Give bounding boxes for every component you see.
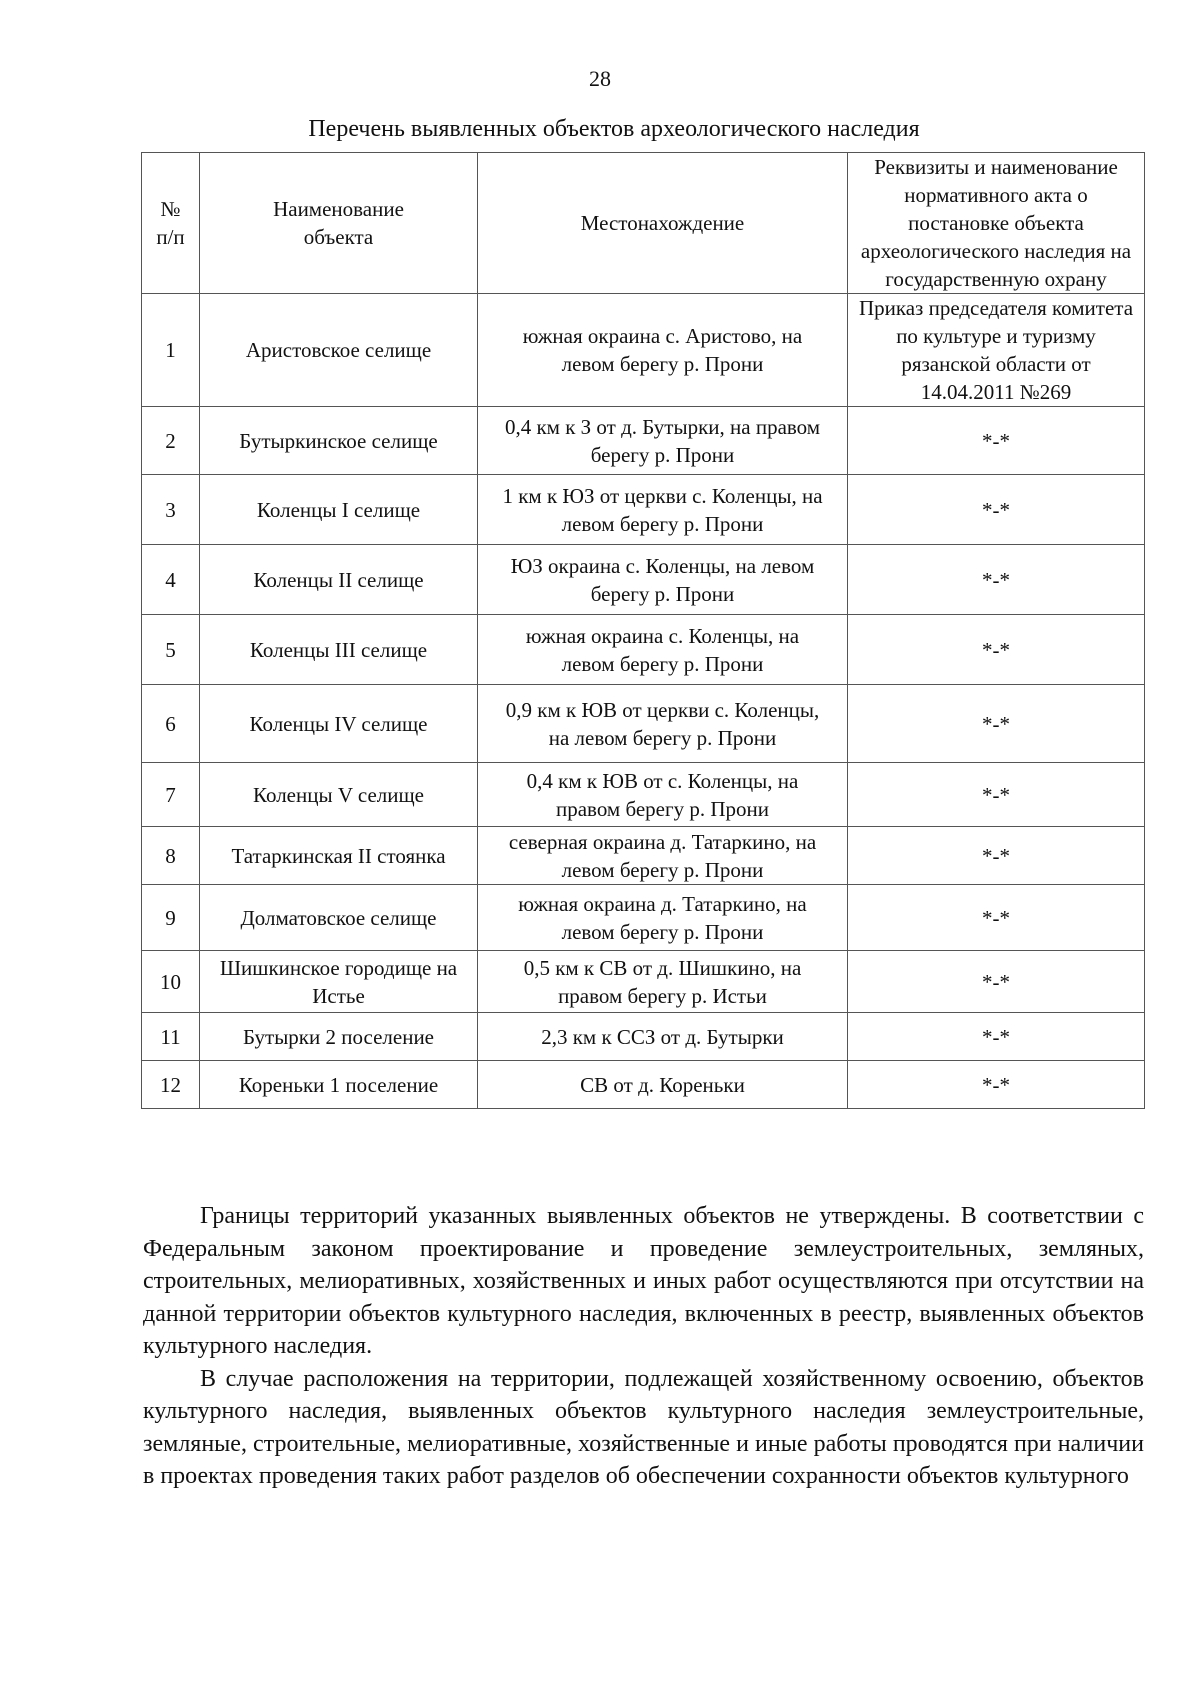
- cell-location: ЮЗ окраина с. Коленцы, на левом берегу р. Прони: [478, 545, 848, 615]
- table-row: [142, 685, 1145, 763]
- cell-name: Коленцы III селище: [200, 615, 478, 685]
- cell-num: 1: [142, 294, 200, 407]
- cell-act: *-*: [848, 615, 1145, 685]
- table-row: [142, 545, 1145, 615]
- cell-location: южная окраина с. Аристово, на левом берегу р. Прони: [478, 294, 848, 407]
- table-row: [142, 763, 1145, 827]
- cell-name: Коленцы I селище: [200, 475, 478, 545]
- cell-name: Коленцы V селище: [200, 763, 478, 827]
- cell-name: Бутырки 2 поселение: [200, 1013, 478, 1061]
- table-row: [142, 951, 1145, 1013]
- cell-location: северная окраина д. Татаркино, на левом берегу р. Прони: [478, 827, 848, 885]
- cell-num: 7: [142, 763, 200, 827]
- cell-location: 0,9 км к ЮВ от церкви с. Коленцы, на левом берегу р. Прони: [478, 685, 848, 763]
- table-row: [142, 475, 1145, 545]
- cell-num: 8: [142, 827, 200, 885]
- table-row: [142, 615, 1145, 685]
- cell-name: Татаркинская II стоянка: [200, 827, 478, 885]
- paragraph: В случае расположения на территории, подлежащей хозяйственному освоению, объектов культурного наследия, выявленных объектов культурного наследия землеустроительные, земляные, строительные, мелиоративные, хозяйственные и иные работы проводятся при наличии в проектах проведения таких работ разделов об обеспечении сохранности объектов культурного: [143, 1365, 1144, 1489]
- table-row: [142, 407, 1145, 475]
- cell-act: *-*: [848, 827, 1145, 885]
- cell-act: *-*: [848, 407, 1145, 475]
- cell-location: южная окраина д. Татаркино, на левом берегу р. Прони: [478, 885, 848, 951]
- cell-act: *-*: [848, 885, 1145, 951]
- cell-location: 0,4 км к ЮВ от с. Коленцы, на правом берегу р. Прони: [478, 763, 848, 827]
- cell-location: 0,5 км к СВ от д. Шишкино, на правом берегу р. Истьи: [478, 951, 848, 1013]
- cell-num: 9: [142, 885, 200, 951]
- cell-num: 4: [142, 545, 200, 615]
- cell-name: Кореньки 1 поселение: [200, 1061, 478, 1109]
- cell-location: южная окраина с. Коленцы, на левом берегу р. Прони: [478, 615, 848, 685]
- cell-num: 11: [142, 1013, 200, 1061]
- table-row: [142, 1061, 1145, 1109]
- cell-name: Коленцы II селище: [200, 545, 478, 615]
- cell-num: 6: [142, 685, 200, 763]
- cell-location: 1 км к ЮЗ от церкви с. Коленцы, на левом берегу р. Прони: [478, 475, 848, 545]
- table-row: [142, 885, 1145, 951]
- cell-name: Аристовское селище: [200, 294, 478, 407]
- table-row: [142, 827, 1145, 885]
- page-number: 28: [589, 66, 611, 91]
- cell-name: Шишкинское городище на Истье: [200, 951, 478, 1013]
- cell-act: *-*: [848, 1013, 1145, 1061]
- cell-location: 2,3 км к ССЗ от д. Бутырки: [478, 1013, 848, 1061]
- cell-act: Приказ председателя комитета по культуре и туризму рязанской области от 14.04.2011 №269: [848, 294, 1145, 407]
- cell-act: *-*: [848, 951, 1145, 1013]
- table-header-row: [142, 153, 1145, 294]
- cell-name: Коленцы IV селище: [200, 685, 478, 763]
- cell-name: Бутыркинское селище: [200, 407, 478, 475]
- header-num: № п/п: [142, 153, 200, 294]
- body-text: [143, 1200, 1144, 1493]
- cell-location: СВ от д. Кореньки: [478, 1061, 848, 1109]
- cell-location: 0,4 км к З от д. Бутырки, на правом берегу р. Прони: [478, 407, 848, 475]
- table-title: Перечень выявленных объектов археологического наследия: [308, 116, 920, 142]
- cell-act: *-*: [848, 475, 1145, 545]
- cell-name: Долматовское селище: [200, 885, 478, 951]
- cell-act: *-*: [848, 1061, 1145, 1109]
- header-name: Наименование объекта: [200, 153, 478, 294]
- table-row: [142, 294, 1145, 407]
- cell-num: 12: [142, 1061, 200, 1109]
- header-location: Местонахождение: [478, 153, 848, 294]
- cell-num: 2: [142, 407, 200, 475]
- header-act: Реквизиты и наименование нормативного акта о постановке объекта археологического наследия на государственную охрану: [848, 153, 1145, 294]
- cell-act: *-*: [848, 685, 1145, 763]
- cell-num: 5: [142, 615, 200, 685]
- cell-act: *-*: [848, 545, 1145, 615]
- cell-num: 3: [142, 475, 200, 545]
- paragraph: Границы территорий указанных выявленных объектов не утверждены. В соответствии с Федеральным законом проектирование и проведение землеустроительных, земляных, строительных, мелиоративных, хозяйственных и иных работ осуществляются при отсутствии на данной территории объектов культурного наследия, включенных в реестр, выявленных объектов культурного наследия.: [143, 1203, 1144, 1359]
- table-row: [142, 1013, 1145, 1061]
- heritage-objects-table: [141, 152, 1145, 1109]
- cell-act: *-*: [848, 763, 1145, 827]
- cell-num: 10: [142, 951, 200, 1013]
